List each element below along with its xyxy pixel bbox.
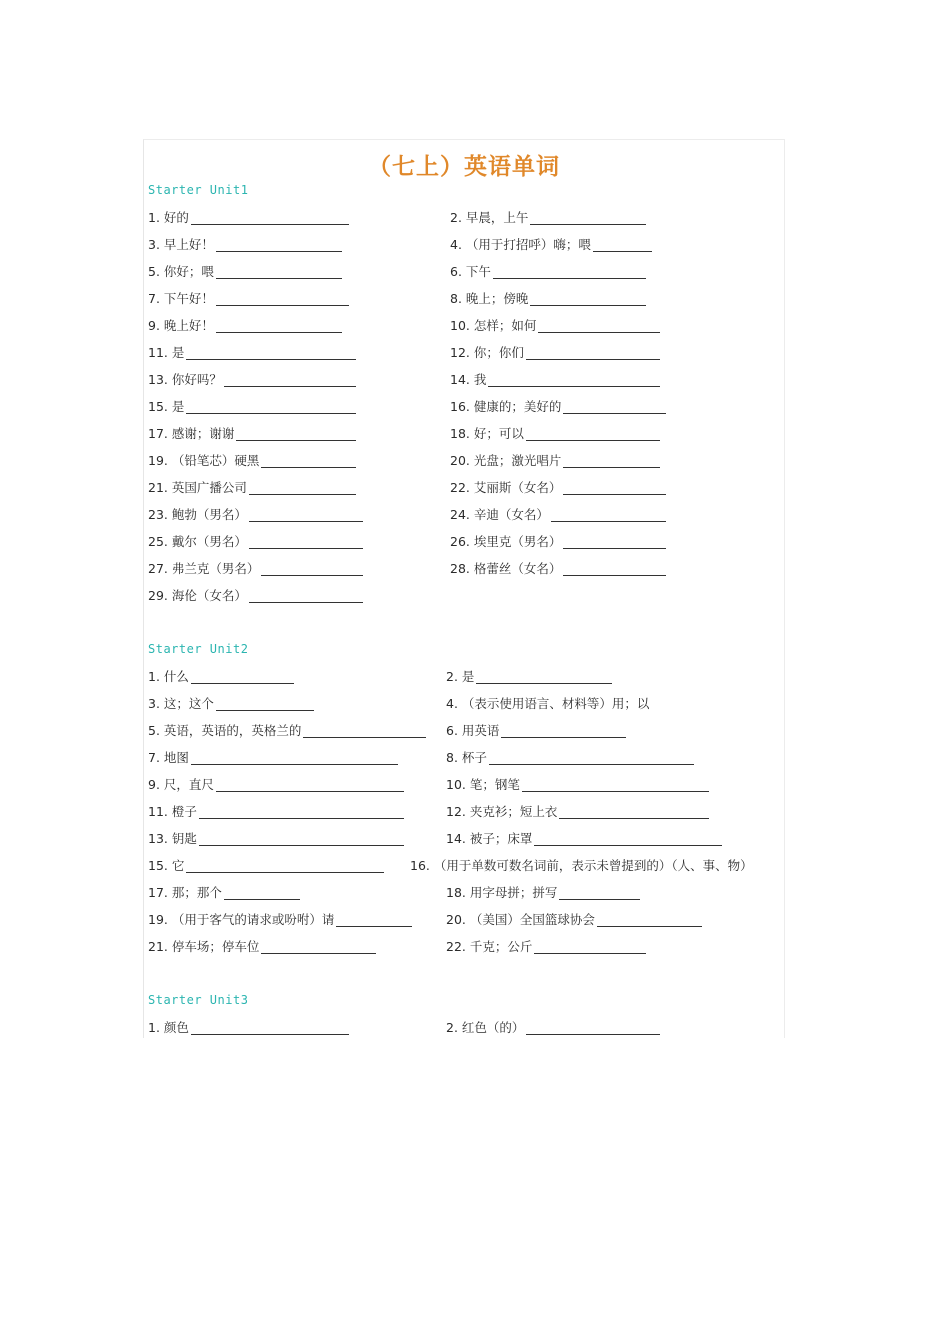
vocab-item-label: 2. 是: [446, 669, 475, 684]
answer-blank[interactable]: [530, 224, 646, 225]
answer-blank[interactable]: [559, 818, 709, 819]
vocab-item-label: 10. 笔；钢笔: [446, 777, 520, 792]
vocab-item-label: 1. 好的: [148, 210, 189, 225]
vocab-item: [450, 318, 536, 334]
vocab-item-label: 12. 你；你们: [450, 345, 524, 360]
vocab-item: [450, 561, 561, 577]
vocab-item: [446, 723, 499, 739]
answer-blank[interactable]: [261, 467, 356, 468]
answer-blank[interactable]: [522, 791, 709, 792]
vocab-item: [446, 939, 532, 955]
answer-blank[interactable]: [526, 440, 660, 441]
vocab-item: [148, 588, 247, 604]
vocab-item-label: 1. 什么: [148, 669, 189, 684]
answer-blank[interactable]: [593, 251, 652, 252]
answer-blank[interactable]: [526, 359, 660, 360]
unit-heading-starter-3: Starter Unit3: [148, 993, 249, 1007]
vocab-item-label: 11. 橙子: [148, 804, 197, 819]
worksheet: [143, 139, 785, 1038]
vocab-item: [148, 669, 189, 685]
answer-blank[interactable]: [199, 818, 404, 819]
vocab-item: [148, 1020, 189, 1036]
answer-blank[interactable]: [530, 305, 646, 306]
vocab-item-label: 22. 千克；公斤: [446, 939, 533, 954]
vocab-item-label: 21. 停车场；停车位: [148, 939, 260, 954]
answer-blank[interactable]: [493, 278, 646, 279]
answer-blank[interactable]: [249, 494, 356, 495]
answer-blank[interactable]: [551, 521, 666, 522]
page-title: （七上）英语单词: [368, 154, 560, 180]
answer-blank[interactable]: [216, 332, 342, 333]
vocab-item: [450, 264, 491, 280]
answer-blank[interactable]: [559, 899, 640, 900]
vocab-item-label: 27. 弗兰克（男名）: [148, 561, 260, 576]
vocab-item-label: 14. 我: [450, 372, 487, 387]
answer-blank[interactable]: [534, 953, 646, 954]
answer-blank[interactable]: [303, 737, 426, 738]
vocab-item-label: 22. 艾丽斯（女名）: [450, 480, 562, 495]
vocab-item-label: 9. 晚上好！: [148, 318, 214, 333]
vocab-item: [446, 831, 532, 847]
answer-blank[interactable]: [216, 305, 349, 306]
vocab-item: [450, 426, 524, 442]
vocab-item-label: 5. 英语，英语的，英格兰的: [148, 723, 302, 738]
answer-blank[interactable]: [216, 791, 404, 792]
vocab-item: [446, 696, 649, 712]
vocab-item: [450, 291, 528, 307]
vocab-item-label: 23. 鲍勃（男名）: [148, 507, 247, 522]
answer-blank[interactable]: [224, 899, 300, 900]
vocab-item-label: 19. （铅笔芯）硬黑: [148, 453, 260, 468]
vocab-item: [148, 831, 197, 847]
vocab-item: [446, 750, 487, 766]
vocab-item: [450, 534, 561, 550]
answer-blank[interactable]: [563, 467, 660, 468]
vocab-item: [450, 453, 561, 469]
answer-blank[interactable]: [191, 224, 349, 225]
vocab-item-label: 15. 是: [148, 399, 185, 414]
vocab-item: [148, 372, 222, 388]
answer-blank[interactable]: [191, 1034, 349, 1035]
answer-blank[interactable]: [563, 413, 666, 414]
vocab-item-label: 16. （用于单数可数名词前，表示未曾提到的）（人、事、物）: [410, 858, 753, 873]
unit-heading-starter-1: Starter Unit1: [148, 183, 249, 197]
vocab-item-label: 20. （美国）全国篮球协会: [446, 912, 595, 927]
answer-blank[interactable]: [216, 278, 342, 279]
vocab-item: [446, 669, 474, 685]
vocab-item: [148, 912, 334, 928]
vocab-item: [148, 264, 214, 280]
answer-blank[interactable]: [224, 386, 356, 387]
vocab-item: [148, 858, 184, 874]
answer-blank[interactable]: [216, 251, 342, 252]
answer-blank[interactable]: [538, 332, 660, 333]
vocab-item-label: 3. 这；这个: [148, 696, 214, 711]
vocab-item: [450, 237, 591, 253]
answer-blank[interactable]: [236, 440, 356, 441]
answer-blank[interactable]: [249, 521, 363, 522]
vocab-item-label: 6. 下午: [450, 264, 491, 279]
vocab-item: [450, 507, 549, 523]
vocab-item-label: 7. 地图: [148, 750, 189, 765]
vocab-item-label: 13. 钥匙: [148, 831, 197, 846]
vocab-item: [148, 318, 214, 334]
answer-blank[interactable]: [199, 845, 404, 846]
answer-blank[interactable]: [534, 845, 722, 846]
answer-blank[interactable]: [501, 737, 626, 738]
answer-blank[interactable]: [597, 926, 702, 927]
answer-blank[interactable]: [191, 683, 294, 684]
vocab-item: [148, 210, 189, 226]
vocab-item-label: 9. 尺，直尺: [148, 777, 214, 792]
answer-blank[interactable]: [336, 926, 412, 927]
vocab-item: [446, 885, 557, 901]
vocab-item: [148, 750, 189, 766]
vocab-item-label: 8. 杯子: [446, 750, 487, 765]
vocab-item-label: 10. 怎样；如何: [450, 318, 537, 333]
answer-blank[interactable]: [476, 683, 612, 684]
answer-blank[interactable]: [563, 575, 666, 576]
vocab-item-label: 16. 健康的；美好的: [450, 399, 562, 414]
vocab-item: [450, 399, 561, 415]
vocab-item: [148, 480, 247, 496]
vocab-item-label: 15. 它: [148, 858, 185, 873]
vocab-item: [450, 210, 528, 226]
answer-blank[interactable]: [249, 548, 363, 549]
vocab-item: [148, 561, 259, 577]
vocab-item-label: 6. 用英语: [446, 723, 500, 738]
vocab-item: [148, 723, 301, 739]
vocab-item-label: 3. 早上好！: [148, 237, 214, 252]
vocab-item: [410, 858, 753, 874]
answer-blank[interactable]: [526, 1034, 660, 1035]
vocab-item-label: 29. 海伦（女名）: [148, 588, 247, 603]
vocab-item-label: 2. 早晨，上午: [450, 210, 529, 225]
answer-blank[interactable]: [186, 413, 356, 414]
vocab-item-label: 21. 英国广播公司: [148, 480, 247, 495]
answer-blank[interactable]: [563, 494, 666, 495]
vocab-item: [148, 777, 214, 793]
answer-blank[interactable]: [261, 953, 376, 954]
vocab-item-label: 11. 是: [148, 345, 185, 360]
unit-heading-starter-2: Starter Unit2: [148, 642, 249, 656]
vocab-item-label: 1. 颜色: [148, 1020, 189, 1035]
vocab-item: [148, 291, 214, 307]
vocab-item: [446, 777, 520, 793]
vocab-item-label: 17. 那；那个: [148, 885, 222, 900]
answer-blank[interactable]: [191, 764, 398, 765]
vocab-item-label: 28. 格蕾丝（女名）: [450, 561, 562, 576]
vocab-item: [450, 372, 486, 388]
vocab-item-label: 4. （表示使用语言、材料等）用；以: [446, 696, 650, 711]
vocab-item-label: 19. （用于客气的请求或吩咐）请: [148, 912, 335, 927]
answer-blank[interactable]: [488, 386, 660, 387]
answer-blank[interactable]: [186, 872, 384, 873]
vocab-item-label: 13. 你好吗？: [148, 372, 222, 387]
vocab-item-label: 12. 夹克衫；短上衣: [446, 804, 558, 819]
vocab-item-label: 17. 感谢；谢谢: [148, 426, 235, 441]
vocab-item: [446, 804, 557, 820]
vocab-item: [148, 345, 184, 361]
vocab-item: [148, 453, 259, 469]
vocab-item: [148, 696, 214, 712]
vocab-item-label: 4. （用于打招呼）嗨；喂: [450, 237, 591, 252]
answer-blank[interactable]: [186, 359, 356, 360]
vocab-item: [446, 912, 595, 928]
answer-blank[interactable]: [489, 764, 694, 765]
vocab-item-label: 20. 光盘；激光唱片: [450, 453, 562, 468]
vocab-item-label: 5. 你好；喂: [148, 264, 214, 279]
vocab-item: [450, 480, 561, 496]
vocab-item-label: 18. 好；可以: [450, 426, 524, 441]
vocab-item: [148, 939, 259, 955]
vocab-item: [148, 885, 222, 901]
answer-blank[interactable]: [216, 710, 314, 711]
vocab-item-label: 8. 晚上；傍晚: [450, 291, 529, 306]
vocab-item-label: 7. 下午好！: [148, 291, 214, 306]
vocab-item: [148, 507, 247, 523]
vocab-item: [148, 426, 234, 442]
vocab-item: [446, 1020, 524, 1036]
vocab-item-label: 18. 用字母拼；拼写: [446, 885, 558, 900]
vocab-item: [148, 399, 184, 415]
answer-blank[interactable]: [249, 602, 363, 603]
vocab-item-label: 24. 辛迪（女名）: [450, 507, 549, 522]
vocab-item-label: 2. 红色（的）: [446, 1020, 525, 1035]
vocab-item-label: 14. 被子；床罩: [446, 831, 533, 846]
vocab-item-label: 26. 埃里克（男名）: [450, 534, 562, 549]
vocab-item: [148, 237, 214, 253]
vocab-item: [450, 345, 524, 361]
answer-blank[interactable]: [261, 575, 363, 576]
vocab-item: [148, 534, 247, 550]
vocab-item: [148, 804, 197, 820]
answer-blank[interactable]: [563, 548, 666, 549]
vocab-item-label: 25. 戴尔（男名）: [148, 534, 247, 549]
